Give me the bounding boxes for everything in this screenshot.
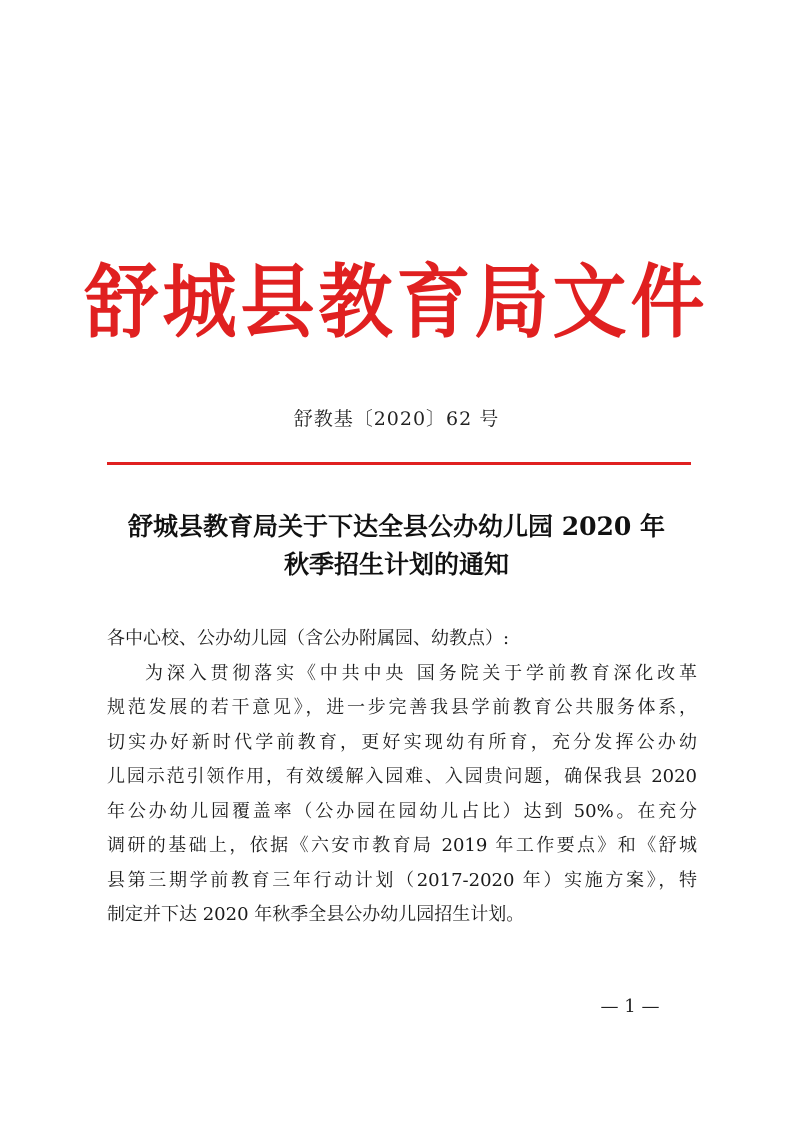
body-line: 规范发展的若干意见》，进一步完善我县学前教育公共服务体系， bbox=[107, 697, 697, 718]
body-line: 儿园示范引领作用，有效缓解入园难、入园贵问题，确保我县 2020 bbox=[107, 766, 697, 787]
red-divider-line bbox=[107, 462, 691, 465]
notice-title-line-2: 秋季招生计划的通知 bbox=[283, 550, 509, 579]
document-masthead: 舒城县教育局文件 bbox=[84, 256, 709, 350]
body-line: 制定并下达 2020 年秋季全县公办幼儿园招生计划。 bbox=[107, 904, 525, 925]
notice-body bbox=[107, 622, 697, 933]
notice-title bbox=[90, 508, 703, 584]
body-line: 为深入贯彻落实《中共中央 国务院关于学前教育深化改革 bbox=[145, 662, 697, 684]
body-line: 年公办幼儿园覆盖率（公办园在园幼儿占比）达到 50%。在充分 bbox=[107, 800, 697, 822]
notice-title-line-1: 舒城县教育局关于下达全县公办幼儿园 2020 年 bbox=[128, 512, 665, 541]
page-number: — 1 — bbox=[600, 996, 660, 1017]
body-line: 切实办好新时代学前教育，更好实现幼有所育，充分发挥公办幼 bbox=[107, 731, 697, 753]
body-line: 调研的基础上，依据《六安市教育局 2019 年工作要点》和《舒城 bbox=[107, 835, 697, 856]
body-line: 县第三期学前教育三年行动计划（2017-2020 年）实施方案》，特 bbox=[107, 869, 697, 891]
salutation: 各中心校、公办幼儿园（含公办附属园、幼教点）: bbox=[107, 628, 510, 649]
document-number: 舒教基〔2020〕62 号 bbox=[293, 408, 500, 430]
